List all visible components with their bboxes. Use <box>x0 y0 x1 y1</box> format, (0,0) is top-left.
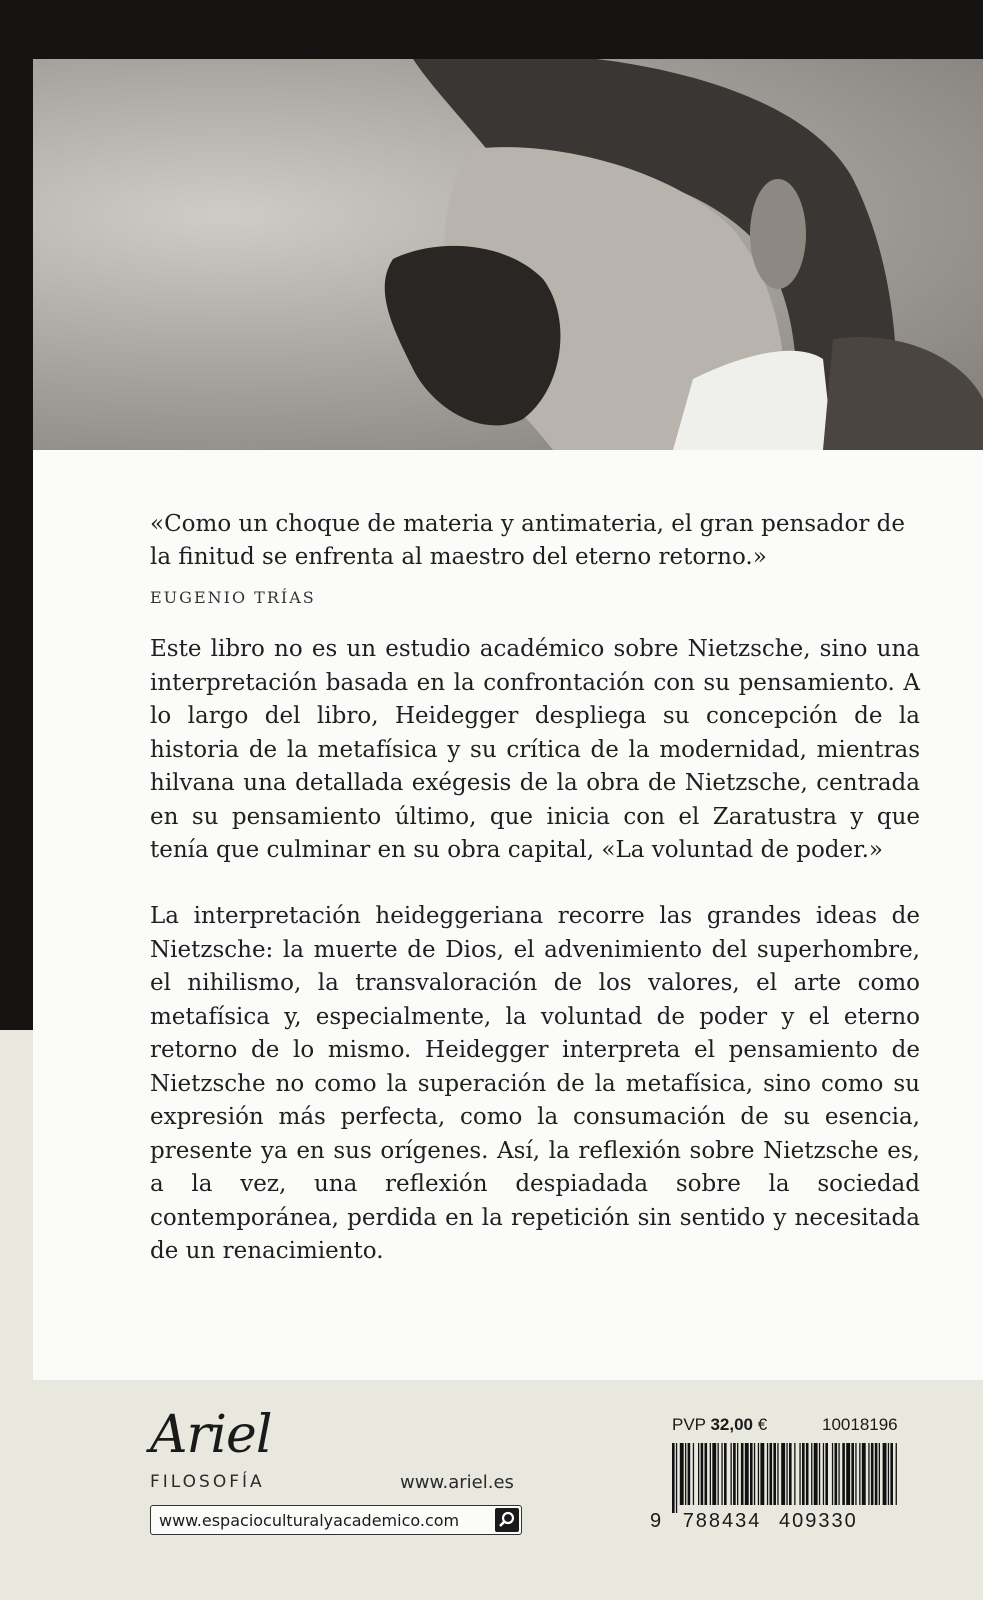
author-portrait-photo <box>33 59 983 450</box>
barcode-bar <box>712 1443 716 1505</box>
barcode-bar <box>676 1443 677 1513</box>
barcode-bar <box>770 1443 773 1505</box>
url-search-box[interactable] <box>150 1505 522 1535</box>
barcode-bar <box>859 1443 860 1505</box>
barcode-bar <box>705 1443 708 1505</box>
barcode-bar <box>701 1443 704 1505</box>
barcode-bar <box>685 1443 686 1505</box>
barcode-bar <box>868 1443 869 1505</box>
barcode-bar <box>855 1443 856 1505</box>
barcode-bar <box>741 1443 744 1505</box>
barcode-bar <box>745 1443 749 1505</box>
barcode-bar <box>693 1443 694 1505</box>
barcode-bar <box>875 1443 878 1505</box>
isbn-first-digit: 9 <box>650 1510 664 1532</box>
barcode-bar <box>710 1443 711 1505</box>
barcode-bar <box>890 1443 893 1505</box>
collection-label: FILOSOFÍA <box>150 1472 265 1492</box>
barcode-bar <box>724 1443 727 1505</box>
barcode-bar <box>758 1443 759 1505</box>
barcode-bar <box>718 1443 719 1505</box>
barcode-bar <box>835 1443 838 1505</box>
barcode-bar <box>825 1443 828 1505</box>
barcode-bar <box>802 1443 805 1505</box>
barcode-bar <box>672 1443 675 1513</box>
barcode-bar <box>733 1443 736 1505</box>
barcode-bar <box>879 1443 880 1505</box>
barcode-bar <box>789 1443 792 1505</box>
barcode-bar <box>731 1443 732 1505</box>
barcode-bar <box>799 1443 800 1505</box>
price-label: PVP <box>672 1415 706 1434</box>
description-paragraph-2 <box>150 900 920 1269</box>
publisher-logo: Ariel <box>150 1405 272 1465</box>
barcode-bar <box>832 1443 833 1505</box>
barcode-bar <box>767 1443 768 1505</box>
search-icon <box>495 1508 519 1532</box>
barcode-bar <box>777 1443 778 1505</box>
paragraph-text: La interpretación heideggeriana recorre las grandes ideas de Nietzsche: la muerte de Dios, el advenimiento del superhombre, el nihilismo, la transvaloración de los valores, el arte como metafísica y, especialmente, la voluntad de poder y el eterno retorno de lo mismo. Heidegger interpreta el pensamiento de Nietzsche no como la superación de la metafísica, sino como su expresión más perfecta, como la consumación de su esencia, presente ya en sus orígenes. Así, la reflexión sobre Nietzsche es, a la vez, una reflexión despiadada sobre la sociedad contemporánea, perdida en la repetición sin sentido y necesitada de un renacimiento. <box>150 903 920 1264</box>
barcode-bar <box>794 1443 795 1505</box>
price-value: 32,00 <box>710 1415 753 1434</box>
barcode-bar <box>811 1443 812 1505</box>
description-paragraph-1 <box>150 633 920 868</box>
barcode-bar <box>750 1443 753 1505</box>
isbn-group-1: 788434 <box>682 1510 762 1532</box>
barcode-bar <box>862 1443 866 1505</box>
barcode-bar <box>888 1443 889 1505</box>
barcode-bar <box>871 1443 874 1505</box>
epigraph-quote: «Como un choque de materia y antimateria, el gran pensador de la finitud se enfrenta al maestro del eterno retorno.» <box>150 511 906 570</box>
barcode-bar <box>786 1443 787 1505</box>
barcode-bar <box>760 1443 764 1505</box>
barcode-bar <box>883 1443 887 1505</box>
barcode-bar <box>846 1443 850 1505</box>
barcode-bar <box>688 1443 691 1505</box>
price <box>672 1415 767 1435</box>
barcode-bar <box>754 1443 755 1505</box>
isbn-number <box>650 1510 900 1533</box>
barcode-bar <box>851 1443 854 1505</box>
publisher-website-link[interactable]: www.ariel.es <box>400 1472 514 1493</box>
barcode-bar <box>838 1443 839 1505</box>
currency: € <box>757 1415 768 1434</box>
barcode-bar <box>680 1443 684 1505</box>
quote-author: EUGENIO TRÍAS <box>150 588 316 607</box>
barcode-bar <box>823 1443 824 1505</box>
isbn-group-2: 409330 <box>779 1510 858 1532</box>
barcode-bar <box>773 1443 776 1505</box>
product-code: 10018196 <box>822 1415 898 1434</box>
barcode-bar <box>698 1443 699 1505</box>
barcode-bar <box>896 1443 897 1505</box>
paragraph-text: Este libro no es un estudio académico sobre Nietzsche, sino una interpretación basada en la confrontación con su pensamiento. A lo largo del libro, Heidegger despliega su concepción de la historia de la metafísica y su crítica de la modernidad, mientras hilvana una detallada exégesis de la obra de Nietzsche, centrada en su pensamiento último, que inicia con el Zaratustra y que tenía que culminar en su obra capital, «La voluntad de poder.» <box>150 636 920 863</box>
search-url-text: www.espacioculturalyacademico.com <box>159 1511 460 1530</box>
barcode-bar <box>721 1443 722 1505</box>
barcode-bar <box>806 1443 809 1505</box>
barcode-bar <box>842 1443 845 1505</box>
barcode-bar <box>781 1443 785 1505</box>
barcode-bar <box>737 1443 738 1505</box>
barcode <box>672 1443 902 1513</box>
barcode-bar <box>819 1443 820 1505</box>
barcode-bar <box>814 1443 818 1505</box>
